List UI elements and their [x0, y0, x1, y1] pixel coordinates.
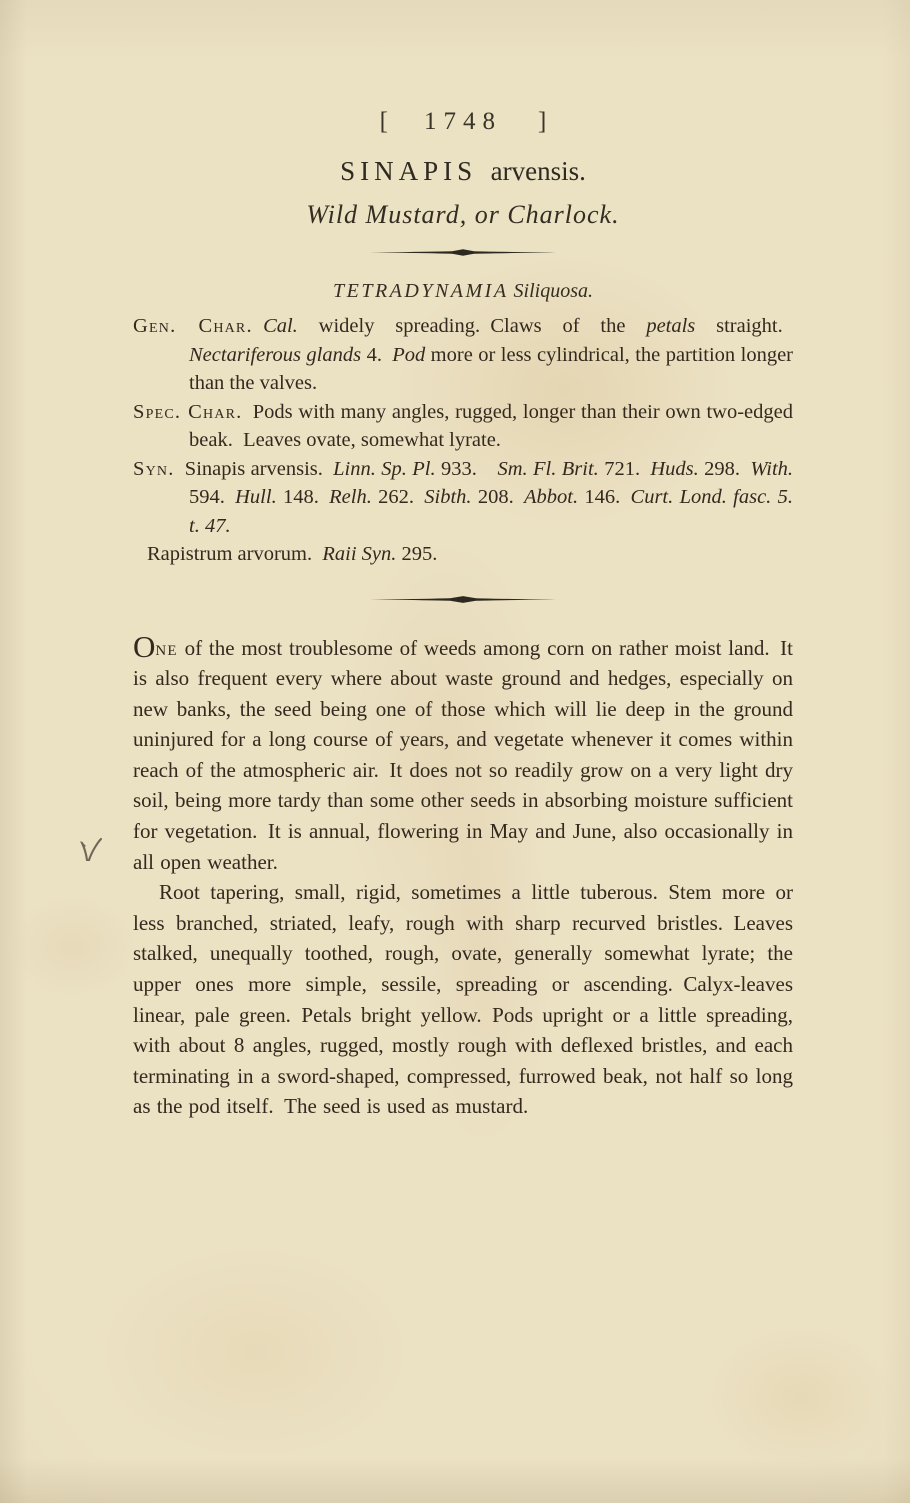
description-paragraph-two: Root tapering, small, rigid, sometimes a little tuberous. Stem more or less branched, striated, leafy, rough with sharp recurved bristles. Leaves stalked, unequally toothed, rough, ovate, generally somewhat lyrate; the upper ones more simple, sessile, spreading or ascending. Calyx-leaves linear, pale green. Petals bright yellow. Pods upright or a little spreading, with about 8 angles, rugged, mostly rough with deflexed bristles, and each terminating in a sword-shaped, compressed, furrowed beak, not half so long as the pod itself. The seed is used as mustard.	[133, 880, 793, 1119]
swelled-rule-icon	[368, 248, 558, 257]
species-title: SINAPIS arvensis.	[340, 156, 586, 186]
folio-number: 1748	[424, 108, 502, 135]
syn-secondary-line: Rapistrum arvorum. Raii Syn. 295.	[147, 543, 438, 565]
swelled-rule-icon	[368, 595, 558, 604]
description-paragraph-one: One of the most troublesome of weeds among corn on rather moist land. It is also frequent every where about waste ground and hedges, especially on new banks, the seed being one of those which will lie deep in the ground uninjured for a long course of years, and vegetate whenever it comes within reach of the atmospheric air. It does not so readily grow on a very light dry soil, being more tardy than some other seeds in absorbing moisture sufficient for vegetation. It is annual, flowering in May and June, also occasionally in all open weather.	[133, 628, 793, 874]
gen-char-paragraph: Gen. Char. Cal. widely spreading. Claws of the petals straight. Nectariferous glands 4. Pod more or less cylindrical, the partition longer than the valves.	[133, 315, 793, 394]
folio-open-bracket: [	[379, 108, 388, 135]
class-order-line: TETRADYNAMIA Siliquosa.	[332, 280, 593, 302]
pencil-checkmark-icon	[76, 833, 110, 875]
page-content	[133, 108, 793, 1122]
spec-char-paragraph: Spec. Char. Pods with many angles, rugged, longer than their own two-edged beak. Leaves ovate, somewhat lyrate.	[133, 400, 793, 451]
common-name-title: Wild Mustard, or Charlock.	[306, 200, 620, 229]
syn-paragraph: Syn. Sinapis arvensis. Linn. Sp. Pl. 933. Sm. Fl. Brit. 721. Huds. 298. With. 594. Hull. 148. Relh. 262. Sibth. 208. Abbot. 146. Curt. Lond. fasc. 5. t. 47.	[133, 457, 794, 537]
folio-line	[133, 108, 793, 136]
folio-close-bracket: ]	[538, 108, 547, 135]
